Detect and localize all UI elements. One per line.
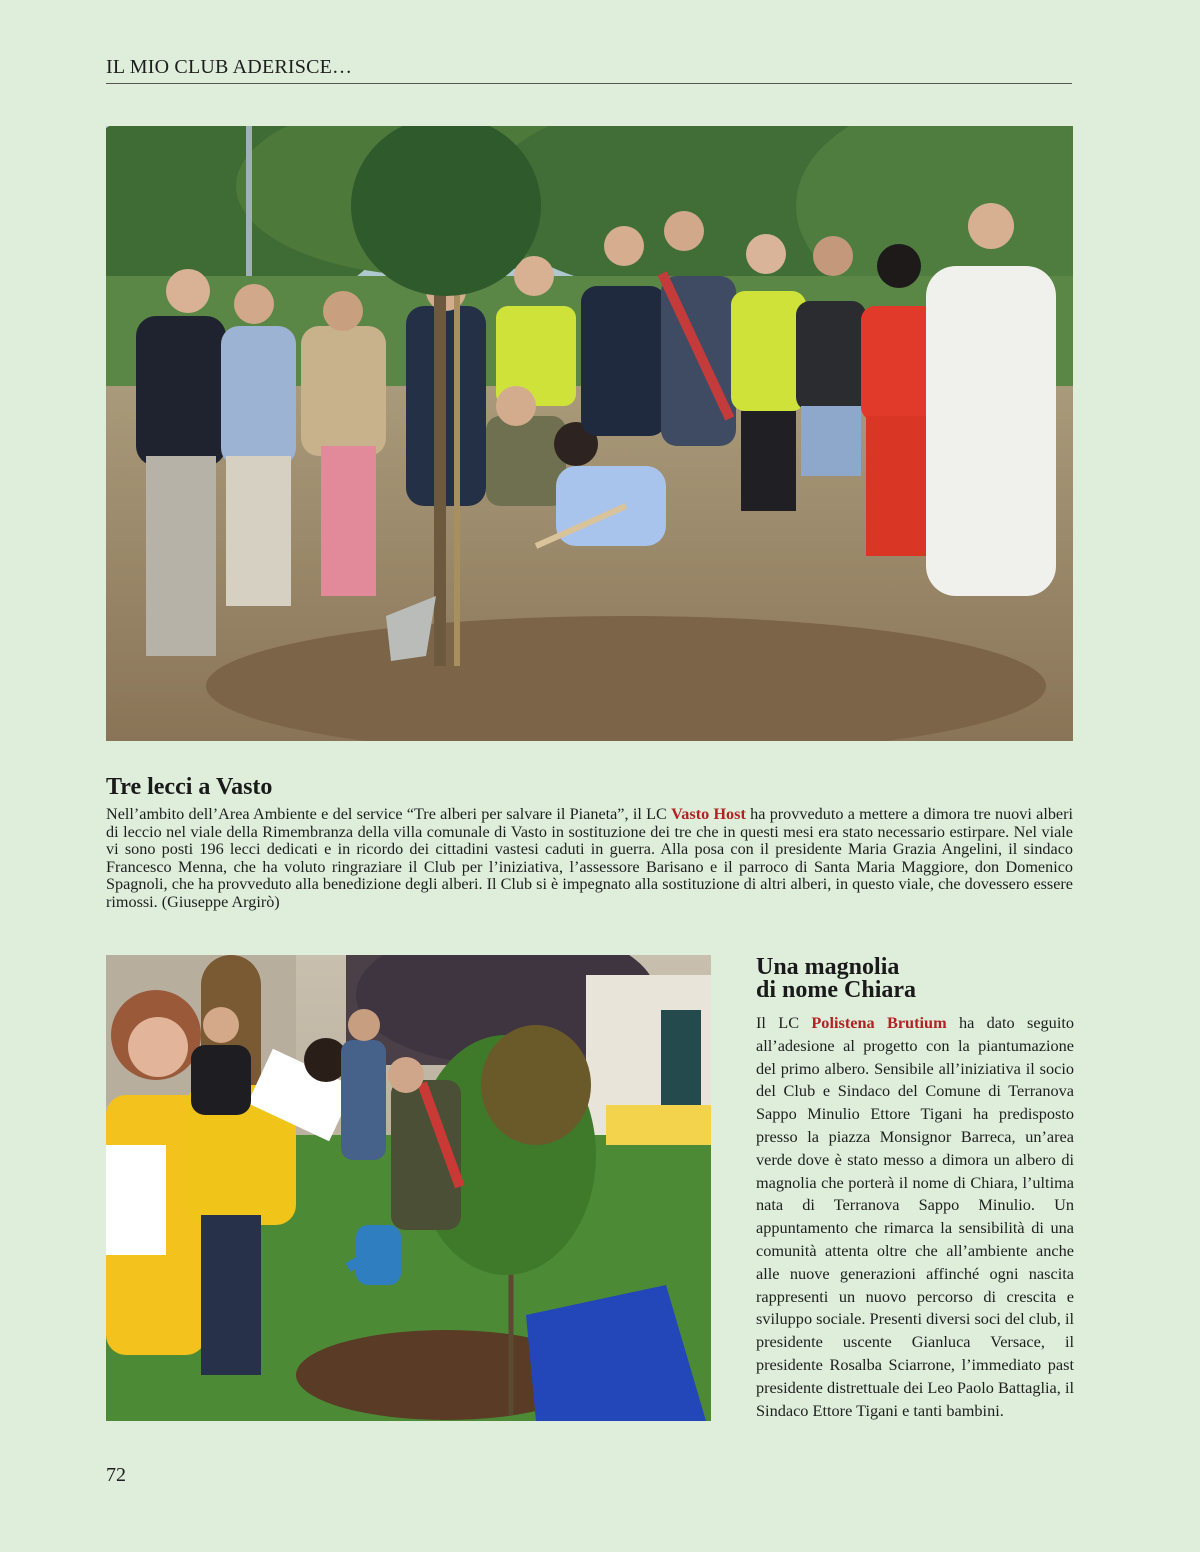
article-title-magnolia-line2: di nome Chiara xyxy=(756,977,917,1003)
magnolia-planting-photo xyxy=(106,955,711,1421)
club-name-polistena: Polistena Brutium xyxy=(811,1013,947,1032)
article-text-vasto-intro: Nell’ambito dell’Area Ambiente e del service “Tre alberi per salvare il Pianeta”, il LC xyxy=(106,805,672,823)
article-title-magnolia xyxy=(756,956,1076,1002)
article-body-vasto xyxy=(106,806,1073,912)
club-name-vasto: Vasto Host xyxy=(671,805,746,823)
group-planting-photo xyxy=(106,126,1073,741)
article-body-magnolia xyxy=(756,1012,1074,1422)
article-title-magnolia-line1: Una magnolia xyxy=(756,954,900,980)
article-text-magnolia-rest: ha dato seguito all’adesione al progetto con la piantumazione del primo albero. Sensibile all’iniziativa il socio del Club e Sindaco del Comune di Terranova Sappo Minulio Ettore Tigani ha predisposto presso la piazza Monsignor Barreca, un’area verde dove è stato messo a dimora un albero di magnolia che porterà il nome di Chiara, l’ultima nata di Terranova Sappo Minulio. Un appuntamento che rimarca la sensibilità di una comunità attenta oltre che all’ambiente anche alle nuove generazioni affinché ogni nascita rappresenti un nuovo percorso di crescita e sviluppo sociale. Presenti diversi soci del club, il presidente uscente Gianluca Versace, il presidente Rosalba Sciarrone, l’immediato past presidente distrettuale dei Leo Paolo Battaglia, il Sindaco Ettore Tigani e tanti bambini. xyxy=(756,1013,1075,1420)
section-header: IL MIO CLUB ADERISCE… xyxy=(106,56,1072,84)
article-text-vasto-rest: ha provveduto a mettere a dimora tre nuovi alberi di leccio nel viale della Rimembranza della villa comunale di Vasto in sostituzione dei tre che in questi mesi era stato necessario estirpare. Nel viale vi sono posti 196 lecci dedicati e in ricordo dei cittadini vastesi caduti in guerra. Alla posa con il presidente Maria Grazia Angelini, il sindaco Francesco Menna, che ha voluto ringraziare il Club per l’iniziativa, l’assessore Barisano e il parroco di Santa Maria Maggiore, don Domenico Spagnoli, che ha provveduto alla benedizione degli alberi. Il Club si è impegnato alla sostituzione di altri alberi, in questo viale, che dovessero essere rimossi. (Giuseppe Argirò) xyxy=(106,805,1073,911)
article-title-vasto: Tre lecci a Vasto xyxy=(106,774,273,800)
page-number: 72 xyxy=(106,1464,126,1486)
article-text-magnolia-intro: Il LC xyxy=(756,1013,812,1032)
